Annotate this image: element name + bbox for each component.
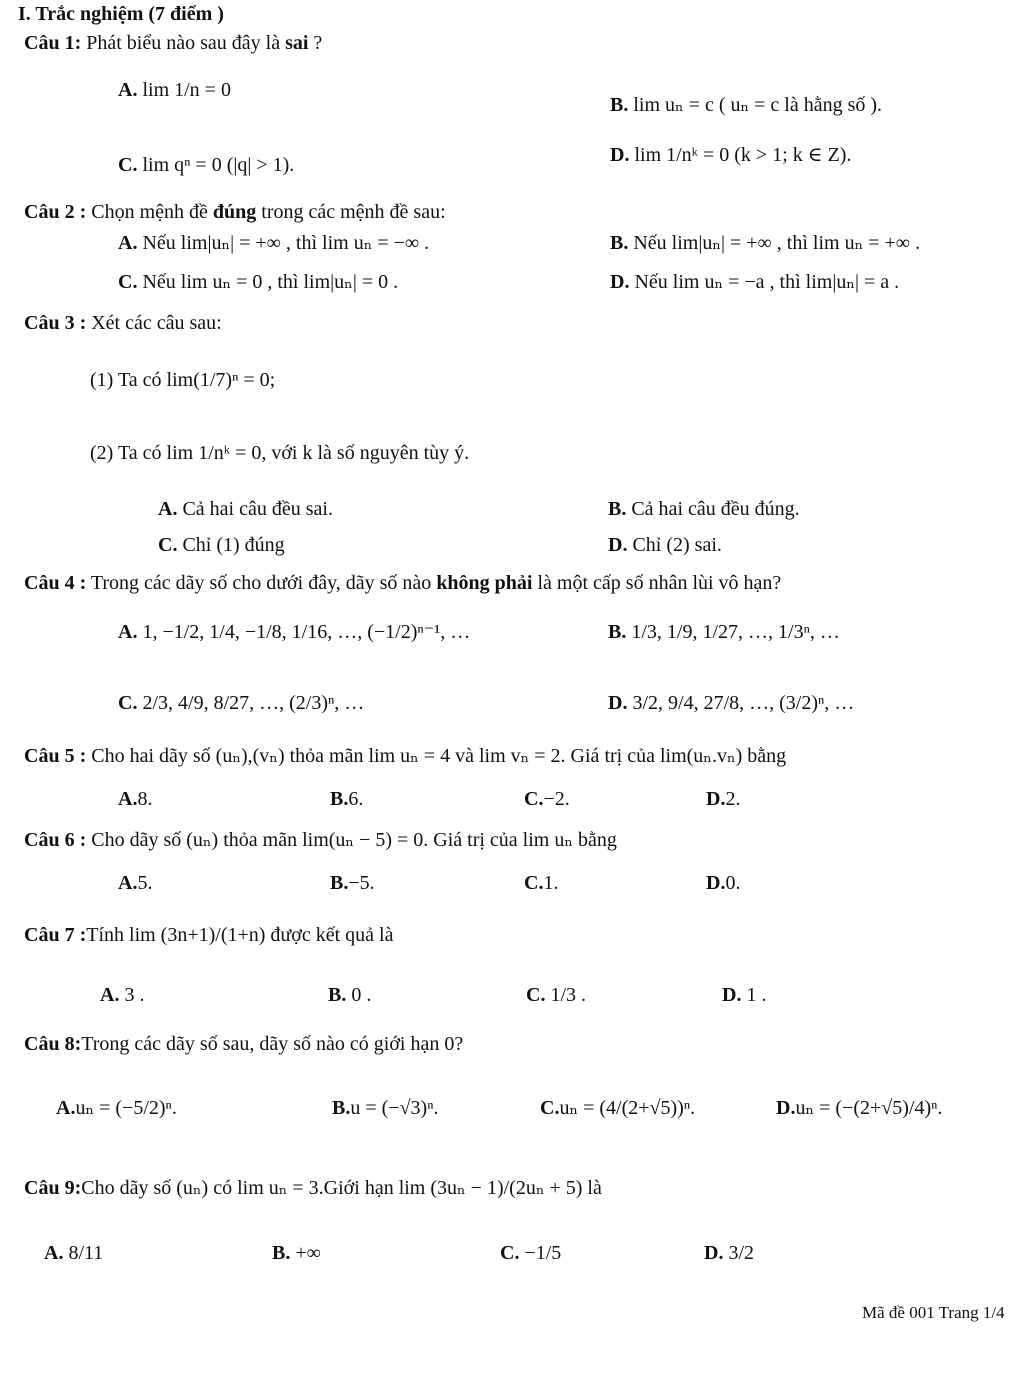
page-footer: Mã đề 001 Trang 1/4 bbox=[862, 1303, 1005, 1322]
q2-option-b[interactable]: B. Nếu lim|uₙ| = +∞ , thì lim uₙ = +∞ . bbox=[610, 232, 921, 254]
q8-option-a[interactable]: A.uₙ = (−5/2)ⁿ. bbox=[56, 1097, 177, 1119]
question-3-stem: Câu 3 : Xét các câu sau: bbox=[24, 312, 222, 334]
q6-option-c[interactable]: C.1. bbox=[524, 872, 559, 894]
question-4-stem: Câu 4 : Trong các dãy số cho dưới đây, dãy số nào không phải là một cấp số nhân lùi vô hạn? bbox=[24, 572, 782, 594]
q4-option-d[interactable]: D. 3/2, 9/4, 27/8, …, (3/2)ⁿ, … bbox=[608, 692, 855, 714]
q9-option-a[interactable]: A. 8/11 bbox=[44, 1242, 104, 1264]
q7-option-b[interactable]: B. 0 . bbox=[328, 984, 372, 1006]
q8-option-b[interactable]: B.u = (−√3)ⁿ. bbox=[332, 1097, 439, 1119]
question-8-stem: Câu 8:Trong các dãy số sau, dãy số nào có giới hạn 0? bbox=[24, 1033, 464, 1055]
q2-option-d[interactable]: D. Nếu lim uₙ = −a , thì lim|uₙ| = a . bbox=[610, 271, 900, 293]
q4-option-a[interactable]: A. 1, −1/2, 1/4, −1/8, 1/16, …, (−1/2)ⁿ⁻¹, … bbox=[118, 621, 471, 643]
q3-option-a[interactable]: A. Cả hai câu đều sai. bbox=[158, 498, 333, 520]
q2-option-c[interactable]: C. Nếu lim uₙ = 0 , thì lim|uₙ| = 0 . bbox=[118, 271, 399, 293]
q1-option-c[interactable]: C. lim qⁿ = 0 (|q| > 1). bbox=[118, 154, 295, 176]
q3-statement-2: (2) Ta có lim 1/nᵏ = 0, với k là số nguyên tùy ý. bbox=[90, 442, 470, 464]
q8-option-c[interactable]: C.uₙ = (4/(2+√5))ⁿ. bbox=[540, 1097, 696, 1119]
q7-option-c[interactable]: C. 1/3 . bbox=[526, 984, 587, 1006]
q1-option-a-math: lim 1/n = 0 bbox=[142, 79, 231, 101]
q6-option-a[interactable]: A.5. bbox=[118, 872, 153, 894]
question-7-stem: Câu 7 :Tính lim (3n+1)/(1+n) được kết quả là bbox=[24, 924, 394, 946]
question-1-stem: Câu 1: Phát biểu nào sau đây là sai ? bbox=[24, 32, 323, 54]
q4-option-c[interactable]: C. 2/3, 4/9, 8/27, …, (2/3)ⁿ, … bbox=[118, 692, 365, 714]
q3-option-d[interactable]: D. Chỉ (2) sai. bbox=[608, 534, 722, 556]
q1-option-b[interactable]: B. lim uₙ = c ( uₙ = c là hằng số ). bbox=[610, 94, 883, 116]
q8-option-d[interactable]: D.uₙ = (−(2+√5)/4)ⁿ. bbox=[776, 1097, 943, 1119]
q9-option-d[interactable]: D. 3/2 bbox=[704, 1242, 755, 1264]
q7-option-a[interactable]: A. 3 . bbox=[100, 984, 145, 1006]
q1-option-d[interactable]: D. lim 1/nᵏ = 0 (k > 1; k ∈ Z). bbox=[610, 144, 852, 166]
q5-option-d[interactable]: D.2. bbox=[706, 788, 741, 810]
q5-option-a[interactable]: A.8. bbox=[118, 788, 153, 810]
question-6-stem: Câu 6 : Cho dãy số (uₙ) thỏa mãn lim(uₙ − 5) = 0. Giá trị của lim uₙ bằng bbox=[24, 829, 617, 851]
section-title: I. Trắc nghiệm (7 điểm ) bbox=[18, 3, 224, 25]
q1-label: Câu 1: bbox=[24, 32, 82, 54]
q5-option-c[interactable]: C.−2. bbox=[524, 788, 570, 810]
q6-option-b[interactable]: B.−5. bbox=[330, 872, 375, 894]
q3-statement-1: (1) Ta có lim(1/7)ⁿ = 0; bbox=[90, 369, 276, 391]
question-2-stem: Câu 2 : Chọn mệnh đề đúng trong các mệnh đề sau: bbox=[24, 201, 446, 223]
q6-option-d[interactable]: D.0. bbox=[706, 872, 741, 894]
q9-option-c[interactable]: C. −1/5 bbox=[500, 1242, 562, 1264]
q3-option-c[interactable]: C. Chỉ (1) đúng bbox=[158, 534, 285, 556]
q2-option-a[interactable]: A. Nếu lim|uₙ| = +∞ , thì lim uₙ = −∞ . bbox=[118, 232, 430, 254]
q4-option-b[interactable]: B. 1/3, 1/9, 1/27, …, 1/3ⁿ, … bbox=[608, 621, 840, 643]
q3-option-b[interactable]: B. Cả hai câu đều đúng. bbox=[608, 498, 800, 520]
q1-option-a[interactable]: A. lim 1/n = 0 bbox=[118, 79, 231, 101]
question-5-stem: Câu 5 : Cho hai dãy số (uₙ),(vₙ) thỏa mãn lim uₙ = 4 và lim vₙ = 2. Giá trị của lim(uₙ.vₙ) bằng bbox=[24, 745, 787, 767]
q5-option-b[interactable]: B.6. bbox=[330, 788, 364, 810]
q9-option-b[interactable]: B. +∞ bbox=[272, 1242, 321, 1264]
q7-option-d[interactable]: D. 1 . bbox=[722, 984, 767, 1006]
question-9-stem: Câu 9:Cho dãy số (uₙ) có lim uₙ = 3.Giới hạn lim (3uₙ − 1)/(2uₙ + 5) là bbox=[24, 1177, 602, 1199]
